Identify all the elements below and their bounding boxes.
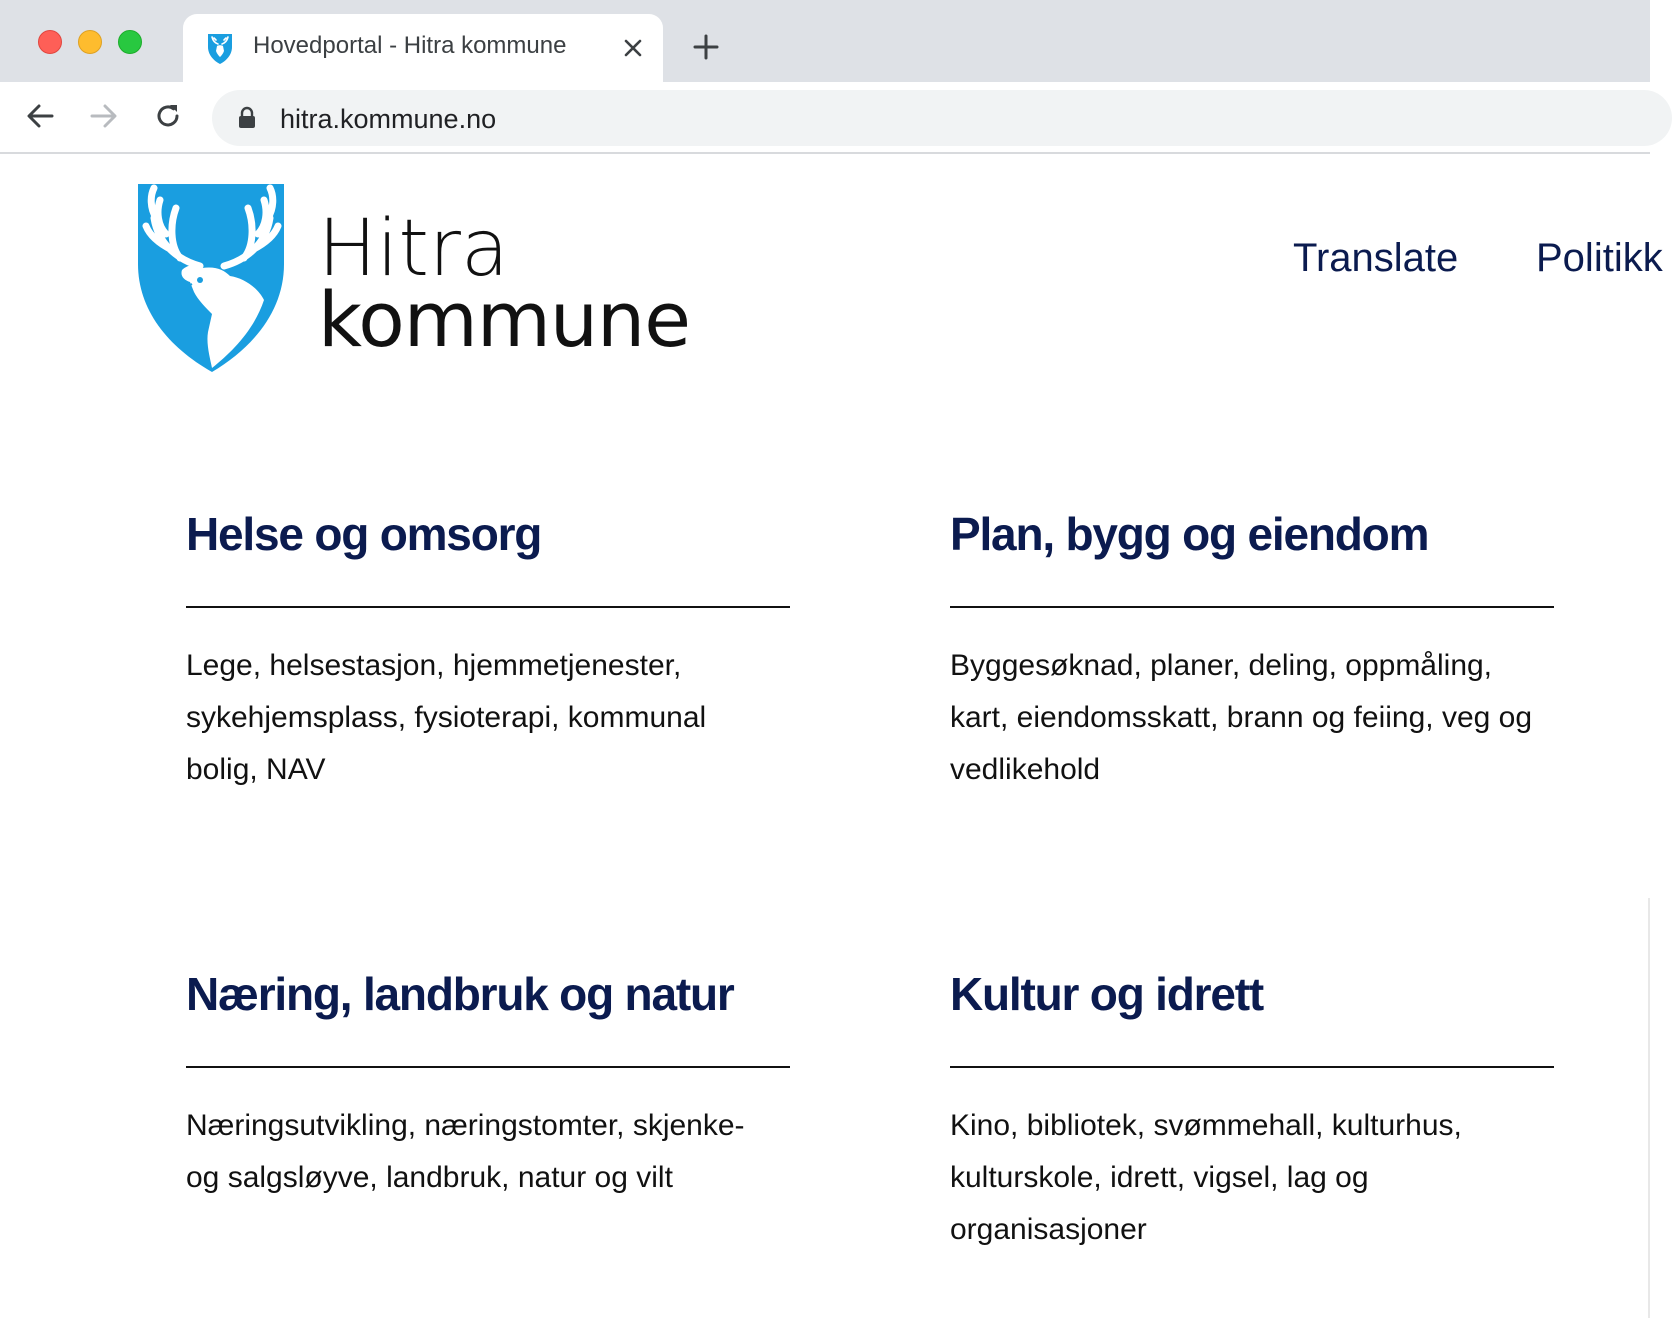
- site-logo[interactable]: [136, 182, 690, 374]
- logo-name: Hitra: [318, 204, 509, 294]
- category-divider: [186, 1066, 790, 1068]
- category-helse-og-omsorg[interactable]: [186, 504, 790, 796]
- category-divider: [186, 606, 790, 608]
- browser-tab-active[interactable]: [183, 14, 663, 82]
- window-close-button[interactable]: [38, 30, 62, 54]
- category-plan-bygg-og-eiendom[interactable]: [950, 504, 1554, 796]
- window-zoom-button[interactable]: [118, 30, 142, 54]
- category-title: Næring, landbruk og natur: [186, 968, 734, 1020]
- category-naering-landbruk-og-natur[interactable]: [186, 964, 790, 1204]
- browser-toolbar: [0, 82, 1650, 154]
- stag-shield-icon: [136, 182, 286, 372]
- category-description: Kino, bibliotek, svømmehall, kulturhus, kulturskole, idrett, vigsel, lag og organisasjoner: [950, 1109, 1462, 1246]
- arrow-left-icon[interactable]: [20, 96, 60, 136]
- category-title: Kultur og idrett: [950, 968, 1263, 1020]
- category-description: Næringsutvikling, næringstomter, skjenke- og salgsløyve, landbruk, natur og vilt: [186, 1109, 745, 1194]
- browser-tab-bar: [0, 0, 1650, 82]
- lock-icon: [238, 107, 256, 129]
- scroll-edge-divider: [1648, 898, 1650, 1318]
- category-title: Helse og omsorg: [186, 508, 542, 560]
- category-divider: [950, 1066, 1554, 1068]
- arrow-right-icon[interactable]: [84, 96, 124, 136]
- logo-subtitle: kommune: [318, 275, 690, 364]
- category-description: Byggesøknad, planer, deling, oppmåling, kart, eiendomsskatt, brann og feiing, veg og vedlikehold: [950, 649, 1533, 786]
- window-minimize-button[interactable]: [78, 30, 102, 54]
- page-content: [0, 156, 1663, 1296]
- nav-politikk[interactable]: Politikk: [1536, 236, 1663, 280]
- close-icon[interactable]: [619, 34, 647, 62]
- hitra-shield-icon: [207, 33, 233, 65]
- nav-translate[interactable]: Translate: [1293, 236, 1459, 280]
- category-divider: [950, 606, 1554, 608]
- url-text: hitra.kommune.no: [280, 104, 497, 134]
- category-title: Plan, bygg og eiendom: [950, 508, 1429, 560]
- address-bar[interactable]: [212, 90, 1672, 146]
- category-kultur-og-idrett[interactable]: [950, 964, 1554, 1256]
- plus-icon[interactable]: [690, 31, 722, 63]
- category-description: Lege, helsestasjon, hjemmetjenester, sykehjemsplass, fysioterapi, kommunal bolig, NAV: [186, 649, 707, 786]
- tab-title: Hovedportal - Hitra kommune: [253, 32, 567, 59]
- reload-icon[interactable]: [148, 96, 188, 136]
